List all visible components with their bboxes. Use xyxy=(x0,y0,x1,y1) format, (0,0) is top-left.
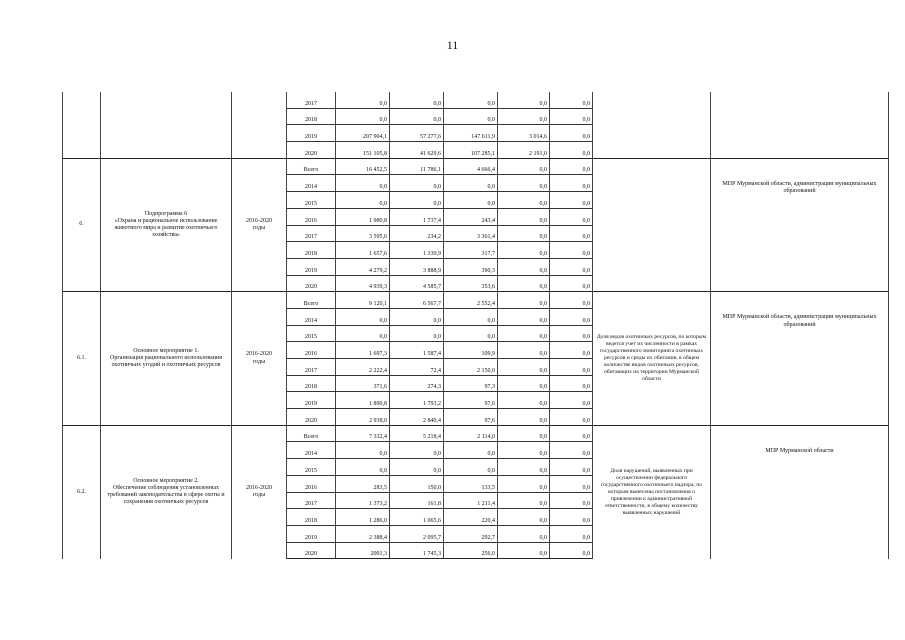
value-cell: 220,4 xyxy=(444,509,498,526)
value-cell: 0,0 xyxy=(390,192,444,209)
value-cell: 274,3 xyxy=(390,375,444,392)
value-cell: 0,0 xyxy=(550,158,593,175)
value-cell: 0,0 xyxy=(390,92,444,108)
value-cell: 0,0 xyxy=(390,308,444,325)
value-cell: 2001,3 xyxy=(336,542,390,559)
value-cell: 0,0 xyxy=(336,92,390,108)
value-cell: 0,0 xyxy=(498,425,550,442)
item-period: 2016-2020 годы xyxy=(232,158,287,292)
value-cell: 109,9 xyxy=(444,342,498,359)
value-cell: 0,0 xyxy=(390,442,444,459)
year-cell: 2016 xyxy=(287,475,336,492)
value-cell: 0,0 xyxy=(550,459,593,476)
value-cell: 7 332,4 xyxy=(336,425,390,442)
value-cell: 0,0 xyxy=(498,308,550,325)
value-cell: 97,6 xyxy=(444,409,498,426)
year-cell: 2018 xyxy=(287,108,336,125)
table-row xyxy=(63,92,889,108)
value-cell: 0,0 xyxy=(498,92,550,108)
value-cell: 161,8 xyxy=(390,492,444,509)
value-cell: 0,0 xyxy=(550,409,593,426)
value-cell: 0,0 xyxy=(550,108,593,125)
value-cell: 0,0 xyxy=(390,459,444,476)
value-cell: 0,0 xyxy=(336,175,390,192)
value-cell: 16 452,5 xyxy=(336,158,390,175)
item-executor: МПР Мурманской области, администрации муниципальных образований xyxy=(711,292,889,426)
year-cell: Всего xyxy=(287,158,336,175)
value-cell: 0,0 xyxy=(336,459,390,476)
value-cell: 0,0 xyxy=(550,142,593,159)
value-cell: 1 697,3 xyxy=(336,342,390,359)
value-cell: 0,0 xyxy=(444,192,498,209)
value-cell: 4 279,2 xyxy=(336,258,390,275)
value-cell: 0,0 xyxy=(498,225,550,242)
value-cell: 0,0 xyxy=(444,108,498,125)
item-period: 2016-2020 годы xyxy=(232,425,287,559)
value-cell: 107 285,1 xyxy=(444,142,498,159)
value-cell: 4 585,7 xyxy=(390,275,444,292)
value-cell: 0,0 xyxy=(550,425,593,442)
year-cell: 2017 xyxy=(287,92,336,108)
year-cell: 2019 xyxy=(287,258,336,275)
value-cell: 2 388,4 xyxy=(336,525,390,542)
value-cell: 0,0 xyxy=(550,392,593,409)
value-cell: 0,0 xyxy=(444,459,498,476)
value-cell: 5 218,4 xyxy=(390,425,444,442)
value-cell: 0,0 xyxy=(498,242,550,259)
year-cell: 2014 xyxy=(287,175,336,192)
value-cell: 4 939,3 xyxy=(336,275,390,292)
value-cell: 2 552,4 xyxy=(444,292,498,309)
value-cell: 0,0 xyxy=(550,292,593,309)
value-cell: 0,0 xyxy=(550,359,593,376)
value-cell: 97,6 xyxy=(444,392,498,409)
value-cell: 353,6 xyxy=(444,275,498,292)
value-cell: 41 629,6 xyxy=(390,142,444,159)
item-number: 6.1. xyxy=(63,292,101,426)
item-name: Основное мероприятие 1. Организация рационального использования охотничьих угодий и охотничьих ресурсов xyxy=(101,292,232,426)
value-cell: 0,0 xyxy=(550,509,593,526)
year-cell: 2017 xyxy=(287,359,336,376)
value-cell: 1 890,8 xyxy=(336,392,390,409)
value-cell: 0,0 xyxy=(444,325,498,342)
year-cell: 2018 xyxy=(287,509,336,526)
value-cell: 0,0 xyxy=(550,175,593,192)
value-cell: 2 222,4 xyxy=(336,359,390,376)
year-cell: 2017 xyxy=(287,492,336,509)
value-cell: 1 373,2 xyxy=(336,492,390,509)
value-cell: 0,0 xyxy=(498,375,550,392)
value-cell: 207 904,1 xyxy=(336,125,390,142)
value-cell: 0,0 xyxy=(498,475,550,492)
value-cell: 1 745,3 xyxy=(390,542,444,559)
item-number: 6.2. xyxy=(63,425,101,559)
value-cell: 0,0 xyxy=(550,308,593,325)
value-cell: 0,0 xyxy=(550,242,593,259)
value-cell: 1 339,9 xyxy=(390,242,444,259)
year-cell: Всего xyxy=(287,425,336,442)
indicator-cell-continued xyxy=(593,92,711,158)
year-cell: 2015 xyxy=(287,459,336,476)
value-cell: 3 595,6 xyxy=(336,225,390,242)
value-cell: 0,0 xyxy=(550,92,593,108)
value-cell: 0,0 xyxy=(498,292,550,309)
year-cell: 2018 xyxy=(287,242,336,259)
value-cell: 0,0 xyxy=(498,325,550,342)
value-cell: 0,0 xyxy=(390,108,444,125)
value-cell: 0,0 xyxy=(550,208,593,225)
year-cell: 2016 xyxy=(287,208,336,225)
item-number: 6. xyxy=(63,158,101,292)
year-cell: 2014 xyxy=(287,442,336,459)
value-cell: 0,0 xyxy=(550,475,593,492)
year-cell: 2015 xyxy=(287,192,336,209)
value-cell: 72,4 xyxy=(390,359,444,376)
value-cell: 1 211,4 xyxy=(444,492,498,509)
value-cell: 1 286,0 xyxy=(336,509,390,526)
value-cell: 6 567,7 xyxy=(390,292,444,309)
value-cell: 0,0 xyxy=(498,175,550,192)
year-cell: 2019 xyxy=(287,525,336,542)
value-cell: 0,0 xyxy=(390,325,444,342)
value-cell: 0,0 xyxy=(550,275,593,292)
value-cell: 0,0 xyxy=(498,459,550,476)
value-cell: 151 105,8 xyxy=(336,142,390,159)
financing-table xyxy=(62,92,889,559)
value-cell: 0,0 xyxy=(550,542,593,559)
value-cell: 1 587,4 xyxy=(390,342,444,359)
value-cell: 1 737,4 xyxy=(390,208,444,225)
value-cell: 256,0 xyxy=(444,542,498,559)
value-cell: 0,0 xyxy=(550,342,593,359)
value-cell: 390,3 xyxy=(444,258,498,275)
value-cell: 0,0 xyxy=(444,308,498,325)
value-cell: 0,0 xyxy=(498,525,550,542)
value-cell: 1 793,2 xyxy=(390,392,444,409)
value-cell: 0,0 xyxy=(498,492,550,509)
value-cell: 317,7 xyxy=(444,242,498,259)
value-cell: 133,5 xyxy=(444,475,498,492)
year-cell: 2015 xyxy=(287,325,336,342)
value-cell: 0,0 xyxy=(498,392,550,409)
year-cell: 2019 xyxy=(287,392,336,409)
value-cell: 57 277,6 xyxy=(390,125,444,142)
value-cell: 1 980,8 xyxy=(336,208,390,225)
value-cell: 371,6 xyxy=(336,375,390,392)
period-cell-continued xyxy=(232,92,287,158)
value-cell: 0,0 xyxy=(498,192,550,209)
year-cell: Всего xyxy=(287,292,336,309)
item-indicator: Доля нарушений, выявленных при осуществлении федерального государственного охотничьего надзора, по которым вынесены постановления о привлечении к административной ответственности, в общему количеству выявленных нарушений xyxy=(593,425,711,559)
item-executor: МПР Мурманской области xyxy=(711,425,889,559)
value-cell: 0,0 xyxy=(336,325,390,342)
value-cell: 0,0 xyxy=(550,258,593,275)
value-cell: 1 657,6 xyxy=(336,242,390,259)
item-name: Подпрограмма 6 «Охрана и рациональное использование животного мира и развитие охотничьего хозяйства» xyxy=(101,158,232,292)
value-cell: 292,7 xyxy=(444,525,498,542)
year-cell: 2016 xyxy=(287,342,336,359)
value-cell: 0,0 xyxy=(550,192,593,209)
value-cell: 0,0 xyxy=(444,92,498,108)
value-cell: 0,0 xyxy=(498,108,550,125)
value-cell: 0,0 xyxy=(336,308,390,325)
value-cell: 0,0 xyxy=(336,442,390,459)
value-cell: 0,0 xyxy=(498,409,550,426)
value-cell: 3 888,9 xyxy=(390,258,444,275)
value-cell: 9 120,1 xyxy=(336,292,390,309)
value-cell: 0,0 xyxy=(498,542,550,559)
value-cell: 0,0 xyxy=(550,492,593,509)
value-cell: 3 014,6 xyxy=(498,125,550,142)
value-cell: 0,0 xyxy=(336,108,390,125)
value-cell: 1 065,6 xyxy=(390,509,444,526)
value-cell: 4 666,4 xyxy=(444,158,498,175)
item-indicator xyxy=(593,158,711,292)
value-cell: 243,4 xyxy=(444,208,498,225)
year-cell: 2020 xyxy=(287,409,336,426)
value-cell: 150,0 xyxy=(390,475,444,492)
value-cell: 0,0 xyxy=(550,225,593,242)
value-cell: 0,0 xyxy=(550,125,593,142)
table-row xyxy=(63,292,889,309)
number-cell-continued xyxy=(63,92,101,158)
item-period: 2016-2020 годы xyxy=(232,292,287,426)
value-cell: 0,0 xyxy=(498,359,550,376)
year-cell: 2020 xyxy=(287,275,336,292)
value-cell: 0,0 xyxy=(498,275,550,292)
value-cell: 2 095,7 xyxy=(390,525,444,542)
value-cell: 0,0 xyxy=(444,175,498,192)
value-cell: 2 114,0 xyxy=(444,425,498,442)
year-cell: 2019 xyxy=(287,125,336,142)
item-executor: МПР Мурманской области, администрации муниципальных образований xyxy=(711,158,889,292)
value-cell: 283,5 xyxy=(336,475,390,492)
value-cell: 0,0 xyxy=(498,208,550,225)
value-cell: 0,0 xyxy=(498,509,550,526)
value-cell: 0,0 xyxy=(498,442,550,459)
item-indicator: Доля видов охотничьих ресурсов, по которым ведется учет их численности в рамках государственного мониторинга охотничьих ресурсов и среды их обитания, в общем количестве видов охотничьих ресурсов, обитающих на территории Мурманской области xyxy=(593,292,711,426)
value-cell: 97,3 xyxy=(444,375,498,392)
value-cell: 0,0 xyxy=(550,442,593,459)
value-cell: 0,0 xyxy=(550,525,593,542)
year-cell: 2020 xyxy=(287,142,336,159)
value-cell: 0,0 xyxy=(550,375,593,392)
value-cell: 2 191,0 xyxy=(498,142,550,159)
item-name: Основное мероприятие 2. Обеспечение соблюдения установленных требований законодательства в сфере охоты и сохранения охотничьих ресурсов xyxy=(101,425,232,559)
year-cell: 2020 xyxy=(287,542,336,559)
value-cell: 0,0 xyxy=(550,325,593,342)
value-cell: 0,0 xyxy=(498,258,550,275)
page-number: 11 xyxy=(446,38,459,52)
year-cell: 2014 xyxy=(287,308,336,325)
year-cell: 2017 xyxy=(287,225,336,242)
value-cell: 234,2 xyxy=(390,225,444,242)
value-cell: 3 361,4 xyxy=(444,225,498,242)
value-cell: 11 786,1 xyxy=(390,158,444,175)
value-cell: 147 611,9 xyxy=(444,125,498,142)
name-cell-continued xyxy=(101,92,232,158)
value-cell: 2 938,0 xyxy=(336,409,390,426)
table-row xyxy=(63,425,889,442)
value-cell: 0,0 xyxy=(390,175,444,192)
value-cell: 2 840,4 xyxy=(390,409,444,426)
executor-cell-continued xyxy=(711,92,889,158)
table-row xyxy=(63,158,889,175)
value-cell: 2 150,0 xyxy=(444,359,498,376)
value-cell: 0,0 xyxy=(498,342,550,359)
year-cell: 2018 xyxy=(287,375,336,392)
value-cell: 0,0 xyxy=(336,192,390,209)
value-cell: 0,0 xyxy=(498,158,550,175)
value-cell: 0,0 xyxy=(444,442,498,459)
